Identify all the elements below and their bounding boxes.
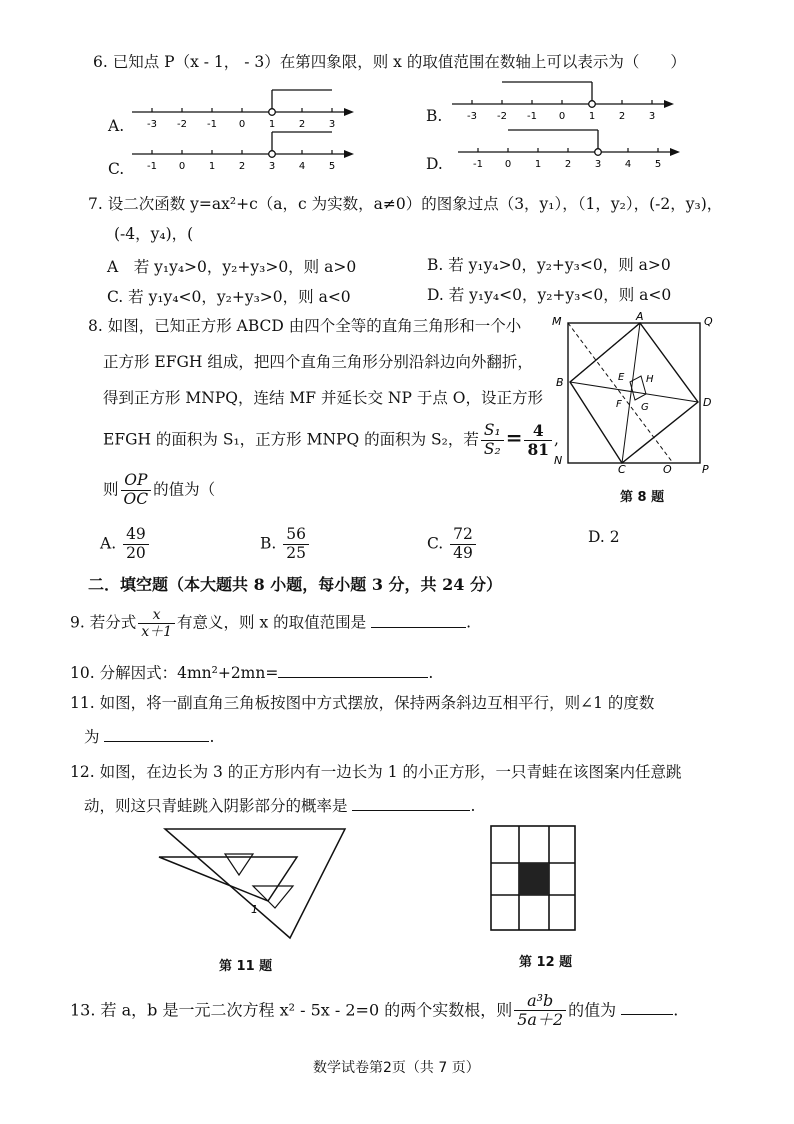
tick-label: 4 [298, 161, 306, 172]
tick-label: 3 [594, 159, 602, 170]
q12-figure [489, 824, 579, 934]
tick-label: -1 [473, 159, 483, 170]
q8-option-a: A. $\frac{49}{20}$ [100, 526, 151, 563]
frac-numerator: x [138, 607, 175, 624]
q8-line4-text: EFGH 的面积为 S₁，正方形 MNPQ 的面积为 S₂，若 [103, 430, 479, 449]
label-d: D [703, 396, 712, 409]
q7-stem-line1: 7. 设二次函数 y=ax²+c（a，c 为实数，a≠0）的图象过点（3，y₁），（1，y₂），(-2，y₃)， [88, 195, 723, 213]
tick-label: -1 [147, 161, 157, 172]
label-o: O [663, 463, 672, 475]
label-q: Q [704, 315, 713, 328]
number-line-ticks [473, 148, 661, 170]
q11-figure [155, 826, 355, 946]
triangle-ruler-small [159, 857, 297, 901]
frac-denominator: 5a＋2 [517, 1010, 564, 1030]
label-a: A [636, 310, 644, 323]
label-e: E [618, 372, 625, 383]
q8-caption: 第 8 题 [620, 490, 665, 505]
tick-label: 5 [654, 159, 662, 170]
s1-over-s2 [481, 422, 504, 459]
frac-numerator: 4 [524, 422, 552, 441]
q6-stem: 6. 已知点 P（x - 1， - 3）在第四象限，则 x 的取值范围在数轴上可以表示为（ ） [93, 53, 686, 71]
q13-text-b: 的值为 [568, 1000, 617, 1020]
q6-option-d-label: D. [426, 155, 443, 173]
tick-label: 1 [208, 161, 216, 172]
label-c: C [618, 463, 626, 475]
q12-line2: 动，则这只青蛙跳入阴影部分的概率是 . [84, 797, 476, 815]
q9-text-b: 有意义，则 x 的取值范围是 [177, 613, 367, 632]
tick-label: 2 [238, 161, 246, 172]
q8-line5 [103, 472, 215, 509]
op-over-oc [121, 472, 152, 509]
square-abcd [570, 323, 698, 463]
tick-label: 0 [178, 161, 186, 172]
q10-text: 10. 分解因式：4mn²+2mn= [70, 664, 279, 682]
frac-denominator: x＋1 [141, 624, 173, 641]
tick-label: 4 [624, 159, 632, 170]
tick-label: 0 [238, 119, 246, 130]
q6-number-line-c [132, 126, 354, 176]
tick-label: 1 [534, 159, 542, 170]
shaded-small-square [519, 863, 549, 895]
q8-line5-text: 则 [103, 480, 119, 499]
q6-option-c-label: C. [108, 160, 125, 178]
tick-label: 2 [564, 159, 572, 170]
q6-number-line-b [452, 76, 674, 126]
tick-label: 3 [648, 111, 656, 122]
tick-label: 3 [268, 161, 276, 172]
q9-text-a: 9. 若分式 [70, 613, 137, 632]
q11-line2: 为 . [84, 728, 215, 746]
q11-answer-blank[interactable] [104, 741, 209, 742]
q8-line4: EFGH 的面积为 S₁，正方形 MNPQ 的面积为 S₂，若 $\frac{\text{S₁}}{\text{S₂}}$ = $\frac{4}{81}$ , [103, 421, 559, 459]
tick-label: 1 [268, 119, 276, 130]
q9-fraction [138, 607, 175, 640]
q8-line1: 8. 如图，已知正方形 ABCD 由四个全等的直角三角形和一个小 [88, 317, 522, 335]
q12-answer-blank[interactable] [352, 810, 470, 811]
q11-caption: 第 11 题 [219, 959, 273, 974]
q6-option-b-label: B. [426, 107, 443, 125]
q6-option-a-label: A. [108, 117, 125, 135]
label-m: M [552, 315, 562, 328]
q13-text-a: 13. 若 a，b 是一元二次方程 x² - 5x - 2=0 的两个实数根，则 [70, 1000, 513, 1020]
q6-number-line-d [458, 124, 680, 174]
q7-stem-line2: (-4，y₄)，( [114, 225, 194, 243]
tick-label: 3 [328, 119, 336, 130]
q9: 9. 若分式 $\frac{x}{x+1}$ 有意义，则 x 的取值范围是 . [70, 607, 472, 641]
q8-line5-tail: 的值为（ [153, 480, 216, 499]
page-footer: 数学试卷第2页（共 7 页） [313, 1060, 480, 1076]
q7-option-a: A 若 y₁y₄>0，y₂+y₃>0，则 a>0 [107, 258, 357, 276]
q7-option-d: D. 若 y₁y₄<0，y₂+y₃<0，则 a<0 [427, 286, 672, 304]
q13-fraction [514, 992, 566, 1030]
q8-option-c: C. $\frac{72}{49}$ [427, 526, 478, 563]
square-mnpq [568, 323, 700, 463]
frac-numerator: S₁ [481, 422, 504, 441]
label-f: F [616, 399, 622, 410]
label-n: N [554, 454, 563, 467]
tick-label: -3 [467, 111, 477, 122]
tick-label: 0 [558, 111, 566, 122]
label-h: H [646, 374, 654, 385]
q12-caption: 第 12 题 [519, 955, 573, 970]
tick-label: -1 [207, 119, 217, 130]
frac-denominator: OC [123, 489, 149, 508]
tick-label: 5 [328, 161, 336, 172]
frac-denominator: 81 [527, 439, 550, 459]
section-2-heading: 二．填空题（本大题共 8 小题，每小题 3 分，共 24 分） [88, 575, 502, 594]
q7-option-b: B. 若 y₁y₄>0，y₂+y₃<0，则 a>0 [427, 256, 671, 274]
frac-numerator: a³b [514, 992, 566, 1011]
q8-option-b: B. $\frac{56}{25}$ [260, 526, 311, 563]
triangle-ruler-large [165, 829, 345, 938]
label-p: P [702, 463, 709, 475]
label-b: B [556, 376, 564, 389]
equals-sign: = [505, 425, 523, 450]
tick-label: 2 [298, 119, 306, 130]
tick-label: 0 [504, 159, 512, 170]
q13: 13. 若 a，b 是一元二次方程 x² - 5x - 2=0 的两个实数根，则 $\frac{\text{a³b}}{5a+2}$ 的值为 . [70, 991, 679, 1030]
tick-label: 2 [618, 111, 626, 122]
q10-answer-blank[interactable] [278, 677, 428, 678]
q8-figure [548, 310, 728, 475]
frac-denominator: S₂ [483, 439, 501, 458]
q11-line1: 11. 如图，将一副直角三角板按图中方式摆放，保持两条斜边互相平行，则∠1 的度数 [70, 694, 655, 712]
q8-option-d: D. 2 [588, 528, 620, 546]
q7-option-c: C. 若 y₁y₄<0，y₂+y₃>0，则 a<0 [107, 288, 351, 306]
q9-answer-blank[interactable] [371, 627, 466, 628]
q13-answer-blank[interactable] [621, 1014, 673, 1015]
q8-line3: 得到正方形 MNPQ，连结 MF 并延长交 NP 于点 O，设正方形 [103, 389, 543, 407]
q10: 10. 分解因式：4mn²+2mn= . [70, 664, 434, 682]
q12-line1: 12. 如图，在边长为 3 的正方形内有一边长为 1 的小正方形，一只青蛙在该图案内任意跳 [70, 763, 682, 781]
angle-1-label: 1 [251, 903, 258, 916]
tick-label: -1 [527, 111, 537, 122]
tick-label: -2 [497, 111, 507, 122]
q8-line2: 正方形 EFGH 组成，把四个直角三角形分别沿斜边向外翻折， [103, 353, 533, 371]
number-line-ticks [467, 100, 655, 122]
tick-label: -2 [177, 119, 187, 130]
tick-label: -3 [147, 119, 157, 130]
label-g: G [641, 402, 649, 413]
number-line-ticks [147, 150, 335, 172]
frac-numerator: OP [121, 472, 152, 491]
tick-label: 1 [588, 111, 596, 122]
